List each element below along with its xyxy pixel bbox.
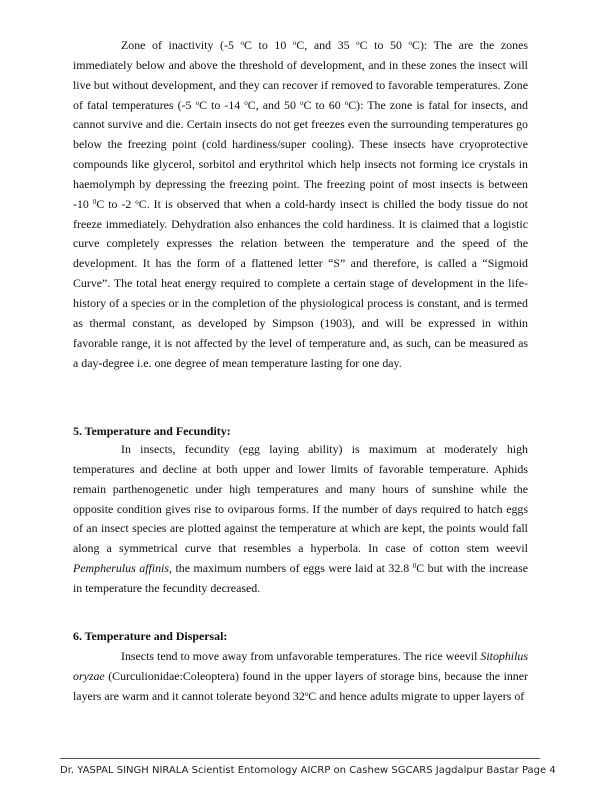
superscript-degree: o [344, 98, 349, 107]
paragraph-text [73, 36, 528, 373]
text-run: , the maximum numbers of eggs were laid at 32.8 [168, 561, 413, 576]
paragraph-temperature-zones [73, 36, 528, 373]
text-run: C to 60 [303, 97, 345, 112]
superscript-degree: o [244, 98, 248, 107]
text-run: C, and 35 [296, 38, 357, 52]
species-name: Pempherulus affinis [73, 561, 169, 576]
superscript-degree: 0 [412, 562, 417, 571]
superscript-degree: 0 [92, 197, 97, 206]
text-run: C and hence adults migrate to upper layers of [308, 688, 525, 703]
text-run: C, and 50 [247, 97, 300, 112]
superscript-degree: o [292, 39, 297, 47]
species-name: Sitophilus oryzae [73, 649, 528, 683]
text-run: C to -2 [96, 196, 136, 211]
page-footer: Dr. YASPAL SINGH NIRALA Scientist Entomology AICRP on Cashew SGCARS Jagdalpur Bastar Page 4 [60, 765, 556, 776]
superscript-degree: o [304, 689, 309, 698]
paragraph-text [73, 647, 528, 707]
superscript-degree: o [408, 39, 413, 47]
section-heading-fecundity: 5. Temperature and Fecundity: [73, 424, 231, 438]
superscript-degree: o [299, 98, 304, 107]
text-run: C to 10 [244, 38, 293, 52]
text-run: C): The zone is fatal for insects, and cannot survive and die. Certain insects do not get freezes even the surrounding temperatures go below the freezing point (cold hardiness/super cooling). These insects have cryoprotective compounds like glycerol, sorbitol and erythritol which help insects not forming ice crystals in haemolymph by depressing the freezing point. The freezing point of most insects is between -10 [73, 97, 528, 211]
superscript-degree: o [195, 98, 200, 107]
text-run: Insects tend to move away from unfavorable temperatures. The rice weevil [121, 649, 481, 663]
text-run: C. It is observed that when a cold-hardy insect is chilled the body tissue do not freeze immediately. Dehydration also enhances the cold hardiness. It is claimed that a logistic curve completely expresses the relation between the temperature and the speed of the development. It has the form of a flattened letter “S” and therefore, is called a “Sigmoid Curve”. The total heat energy required to complete a certain stage of development in the life- history of a species or in the completion of the physiological process is constant, and is termed as thermal constant, as developed by Simpson (1903), and will be expressed in within favorable range, it is not affected by the level of temperature and, as such, can be measured as a day-degree i.e. one degree of mean temperature lasting for one day. [73, 196, 528, 370]
paragraph-text [73, 440, 528, 599]
text-run: C to 50 [359, 38, 409, 52]
text-run: (Curculionidae:Coleoptera) found in the upper layers of storage bins, because the inner layers are warm and it cannot tolerate beyond 32 [73, 668, 528, 703]
section-heading-dispersal: 6. Temperature and Dispersal: [73, 629, 228, 643]
text-run: In insects, fecundity (egg laying ability) is maximum at moderately high temperatures and decline at both upper and lower limits of favorable temperature. Aphids remain parthenogenetic under high temperatures and many hours of sunshine while the opposite condition gives rise to oviparous forms. If the number of days required to hatch eggs of an insect species are plotted against the temperature at which are kept, the points would fall along a symmetrical curve that resembles a hyperbola. In case of cotton stem weevil [73, 442, 528, 556]
text-run: C to -14 [199, 97, 245, 112]
superscript-degree: o [356, 39, 360, 47]
text-run: Zone of inactivity (-5 [121, 38, 241, 52]
paragraph-fecundity [73, 440, 528, 599]
footer-divider [60, 758, 540, 759]
paragraph-dispersal [73, 647, 528, 707]
text-run: C): The are the zones immediately below and above the threshold of development, and in these zones the insect will live but without development, and they can recover if removed to favorable temperatures. Zone of fatal temperatures (-5 [73, 38, 528, 112]
text-run: C but with the increase in temperature the fecundity decreased. [73, 561, 528, 595]
superscript-degree: o [135, 197, 139, 206]
superscript-degree: o [240, 39, 244, 47]
